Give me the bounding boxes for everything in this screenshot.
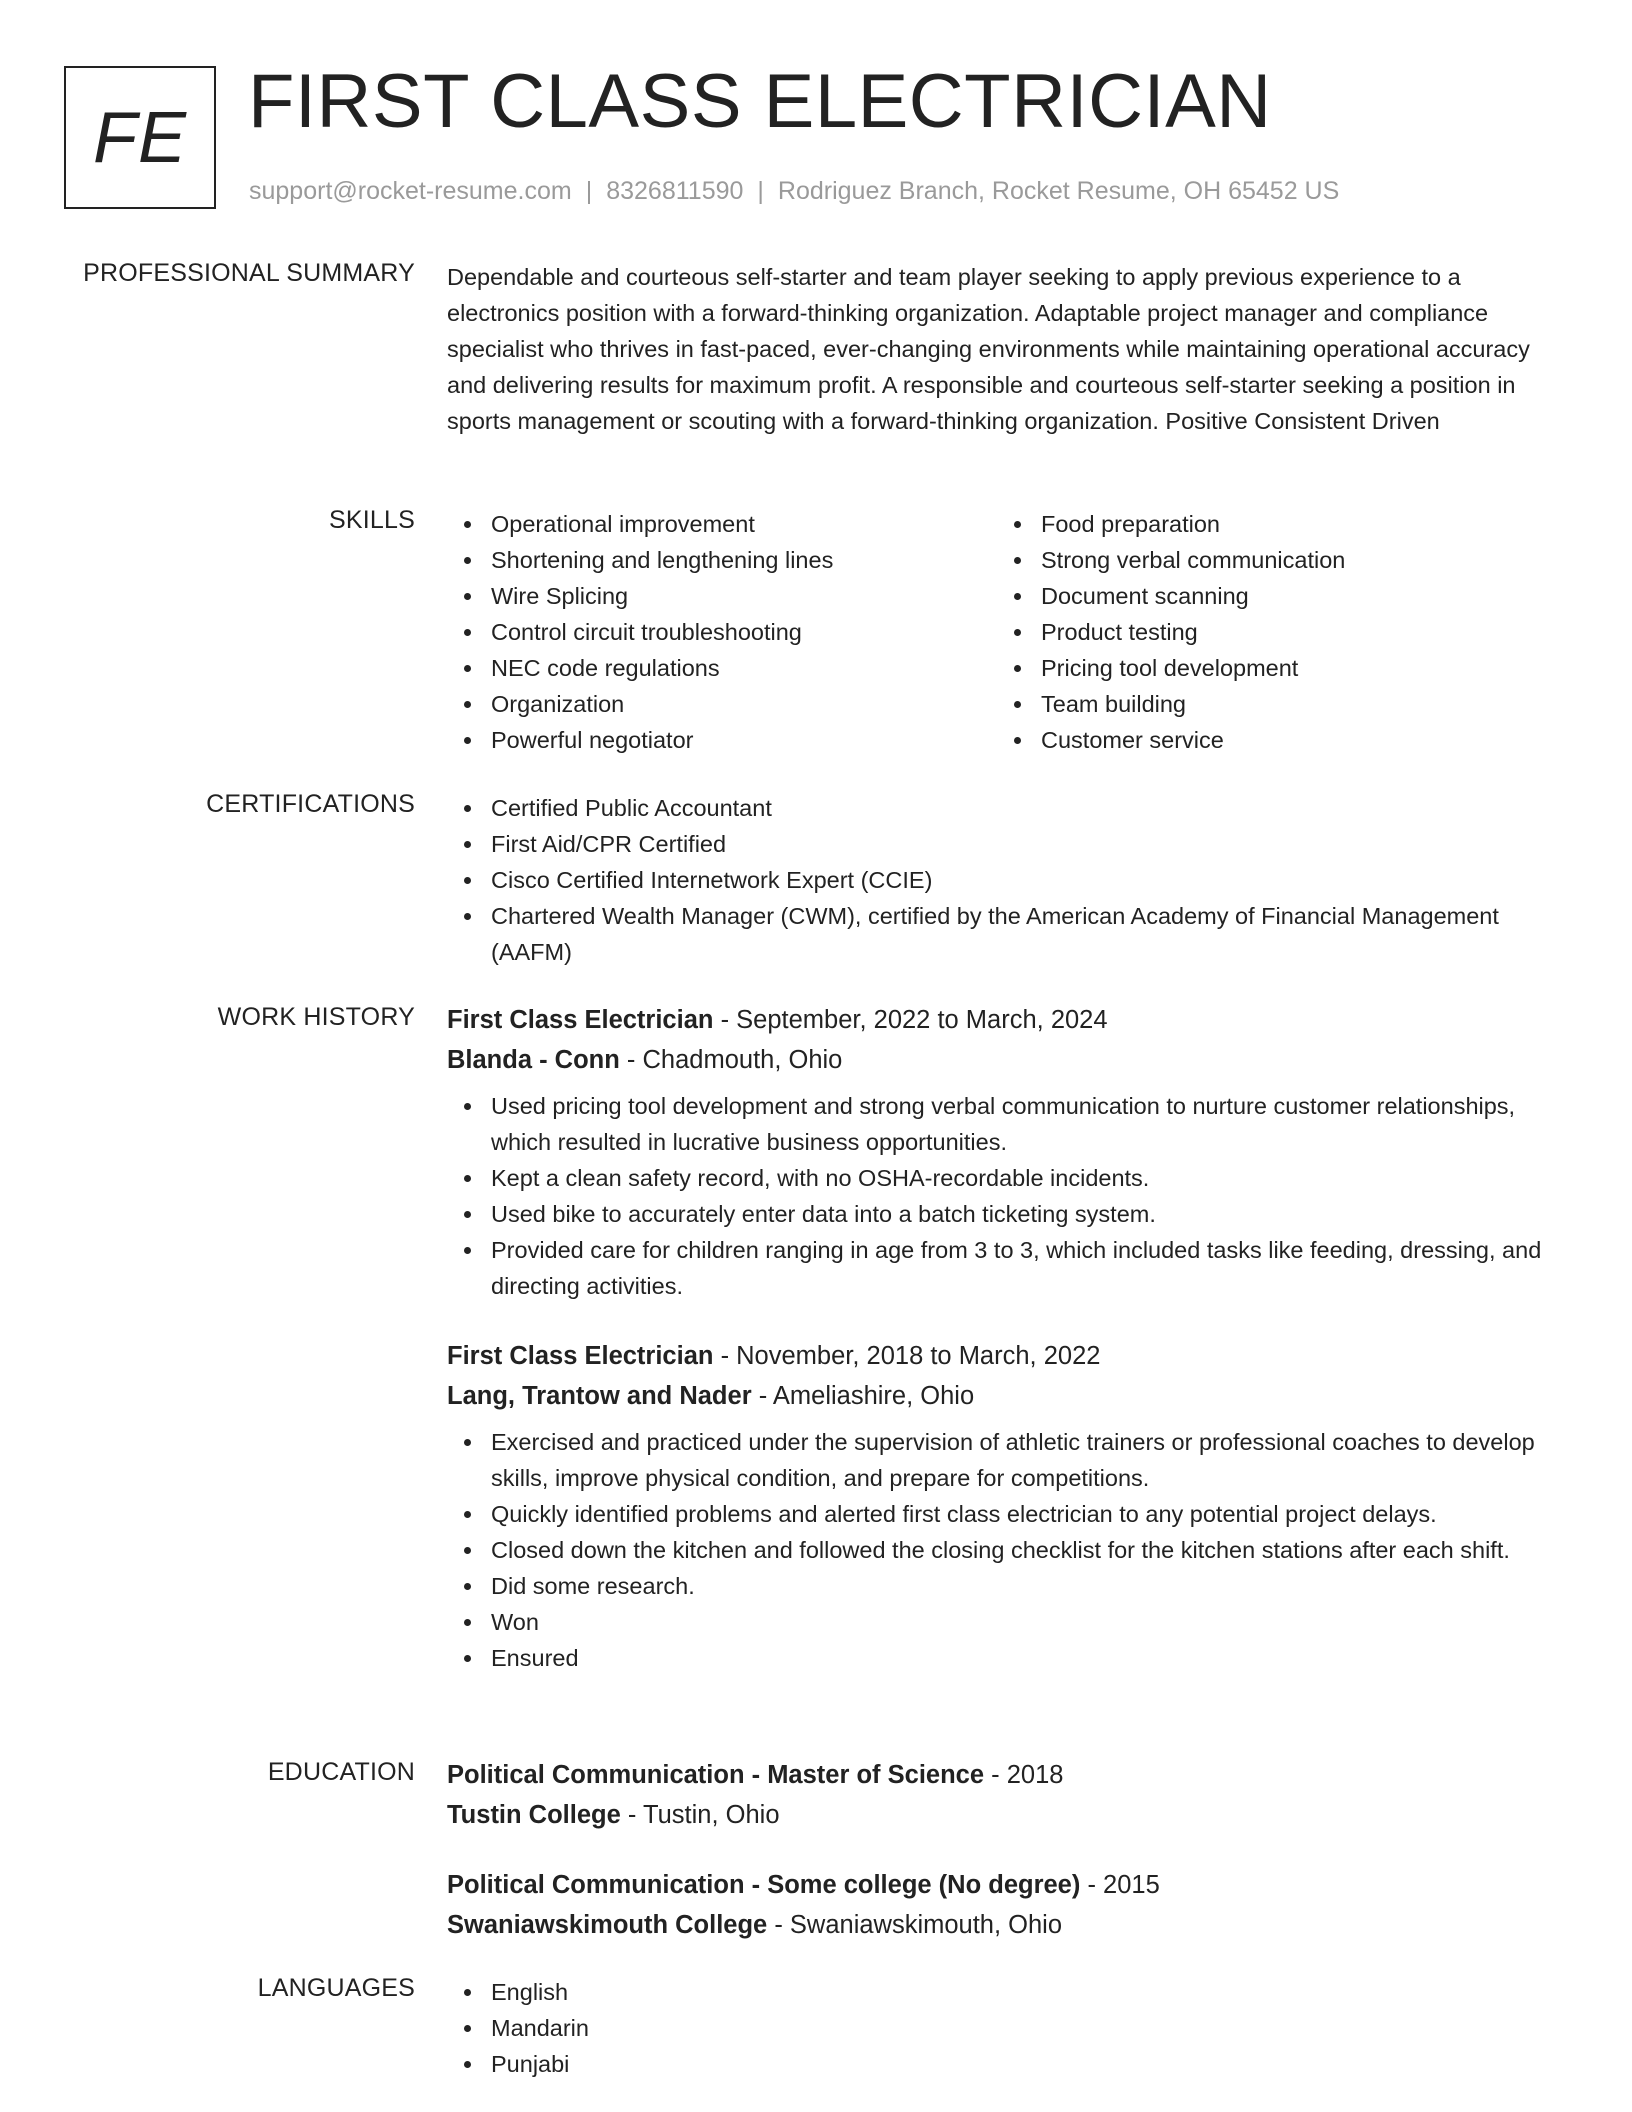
section-label: LANGUAGES: [257, 1974, 415, 2002]
job-company-line: [447, 1040, 1567, 1080]
skill-item: Operational improvement: [447, 506, 997, 542]
education-location: - Swaniawskimouth, Ohio: [774, 1911, 1063, 1939]
language-item: Mandarin: [447, 2010, 1567, 2046]
contact-line: [249, 177, 1339, 206]
job-bullet: Used pricing tool development and strong verbal communication to nurture customer relationships, which resulted in lucrative business opportunities.: [447, 1088, 1567, 1160]
education-degree-line: [447, 1755, 1567, 1795]
languages-list: [447, 1974, 1567, 2082]
monogram-initials: FE: [92, 97, 187, 178]
job-bullets: [447, 1424, 1567, 1676]
job-title-line: [447, 1336, 1567, 1376]
job-bullet: Quickly identified problems and alerted first class electrician to any potential project delays.: [447, 1496, 1567, 1532]
education-year: - 2015: [1087, 1871, 1160, 1899]
education-school: Swaniawskimouth College: [447, 1911, 768, 1939]
skill-item: Food preparation: [997, 506, 1547, 542]
language-item: English: [447, 1974, 1567, 2010]
education-entry: [447, 1755, 1567, 1835]
certification-item: First Aid/CPR Certified: [447, 826, 1567, 862]
job-dates: - September, 2022 to March, 2024: [720, 1006, 1108, 1034]
education-school-line: [447, 1795, 1567, 1835]
job-entry: [447, 1336, 1567, 1676]
job-bullet: Provided care for children ranging in age from 3 to 3, which included tasks like feeding, dressing, and directing activities.: [447, 1232, 1567, 1304]
skills-columns: [447, 506, 1567, 758]
section-label: SKILLS: [329, 506, 415, 534]
skill-item: Document scanning: [997, 578, 1547, 614]
resume-title: FIRST CLASS ELECTRICIAN: [248, 59, 1272, 144]
summary-text: Dependable and courteous self-starter and team player seeking to apply previous experience to a electronics position with a forward-thinking organization. Adaptable project manager and compliance specialist who thrives in fast-paced, ever-changing environments while maintaining operational accuracy and delivering results for maximum profit. A responsible and courteous self-starter seeking a position in sports management or scouting with a forward-thinking organization. Positive Consistent Driven: [447, 264, 1530, 434]
job-bullet: Closed down the kitchen and followed the closing checklist for the kitchen stations after each shift.: [447, 1532, 1567, 1568]
education-degree: Political Communication - Master of Science: [447, 1761, 985, 1789]
skill-item: Product testing: [997, 614, 1547, 650]
skill-item: Wire Splicing: [447, 578, 997, 614]
job-title: First Class Electrician: [447, 1006, 714, 1034]
skills-list-left: [447, 506, 997, 758]
job-company: Lang, Trantow and Nader: [447, 1382, 752, 1410]
skill-item: Customer service: [997, 722, 1547, 758]
languages-body: [447, 1974, 1567, 2082]
job-company: Blanda - Conn: [447, 1046, 620, 1074]
skill-item: NEC code regulations: [447, 650, 997, 686]
section-label: EDUCATION: [267, 1758, 415, 1786]
certifications-list: [447, 790, 1567, 970]
education-school-line: [447, 1905, 1567, 1945]
job-bullet: Exercised and practiced under the supervision of athletic trainers or professional coaches to develop skills, improve physical condition, and prepare for competitions.: [447, 1424, 1567, 1496]
skill-item: Control circuit troubleshooting: [447, 614, 997, 650]
section-label: WORK HISTORY: [217, 1003, 415, 1031]
certification-item: Certified Public Accountant: [447, 790, 1567, 826]
job-title-line: [447, 1000, 1567, 1040]
education-entry: [447, 1865, 1567, 1945]
skill-item: Shortening and lengthening lines: [447, 542, 997, 578]
section-label: PROFESSIONAL SUMMARY: [83, 259, 415, 287]
skill-item: Pricing tool development: [997, 650, 1547, 686]
job-bullet: Used bike to accurately enter data into a batch ticketing system.: [447, 1196, 1567, 1232]
job-company-line: [447, 1376, 1567, 1416]
contact-separator: |: [585, 177, 593, 205]
section-label: CERTIFICATIONS: [206, 790, 415, 818]
education-degree-line: [447, 1865, 1567, 1905]
education-body: [447, 1755, 1567, 1945]
job-title: First Class Electrician: [447, 1342, 714, 1370]
monogram-badge: [64, 66, 216, 209]
skill-item: Organization: [447, 686, 997, 722]
skill-item: Team building: [997, 686, 1547, 722]
job-bullet: Kept a clean safety record, with no OSHA-recordable incidents.: [447, 1160, 1567, 1196]
contact-phone: 8326811590: [606, 177, 744, 205]
job-bullet: Won: [447, 1604, 1567, 1640]
education-degree: Political Communication - Some college (No degree): [447, 1871, 1081, 1899]
contact-email: support@rocket-resume.com: [249, 177, 572, 205]
job-dates: - November, 2018 to March, 2022: [720, 1342, 1101, 1370]
skill-item: Powerful negotiator: [447, 722, 997, 758]
skills-list-right: [997, 506, 1547, 758]
contact-separator: |: [757, 177, 764, 205]
education-school: Tustin College: [447, 1801, 621, 1829]
certification-item: Cisco Certified Internetwork Expert (CCIE): [447, 862, 1567, 898]
contact-address: Rodriguez Branch, Rocket Resume, OH 65452 US: [777, 177, 1340, 205]
language-item: Punjabi: [447, 2046, 1567, 2082]
skill-item: Strong verbal communication: [997, 542, 1547, 578]
job-entry: [447, 1000, 1567, 1304]
certifications-body: [447, 790, 1567, 970]
job-location: - Ameliashire, Ohio: [758, 1382, 975, 1410]
job-location: - Chadmouth, Ohio: [626, 1046, 843, 1074]
job-bullets: [447, 1088, 1567, 1304]
job-bullet: Ensured: [447, 1640, 1567, 1676]
education-year: - 2018: [991, 1761, 1064, 1789]
job-bullet: Did some research.: [447, 1568, 1567, 1604]
education-location: - Tustin, Ohio: [627, 1801, 780, 1829]
work-history-body: [447, 1000, 1567, 1676]
certification-item: Chartered Wealth Manager (CWM), certified by the American Academy of Financial Management (AAFM): [447, 898, 1567, 970]
